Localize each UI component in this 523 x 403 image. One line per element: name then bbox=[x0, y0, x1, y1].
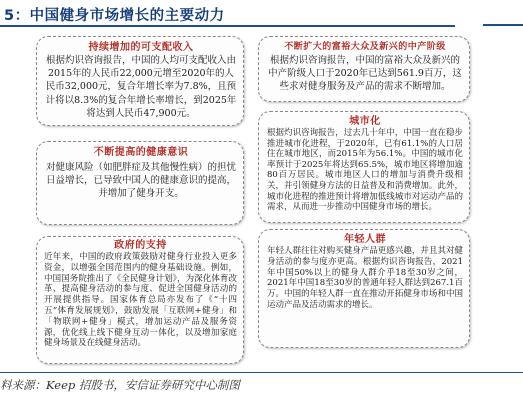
card-health-awareness bbox=[36, 141, 244, 225]
page-header bbox=[0, 0, 523, 30]
card-title: 政府的支持 bbox=[114, 240, 167, 251]
header-rule-right bbox=[483, 24, 523, 26]
card-body: 近年来，中国的政府政策鼓励对健身行业投入更多资金，以增强全国范围内的健身基础设施。例如，中国国务院推出了《全民健身计划》，为深化体育改革、提高健身活动的参与度、促进全国健身活动的开展提供指导。国家体育总局亦发布了《“十四五”体育发展规划》，鼓励发展「互联网+健身」和「物联网+健身」模式，增加运动产品及服务资源，优化线上线下健身互动一体化，以及增加家庭健身场景及在线健身活动。 bbox=[44, 252, 237, 349]
section-title: 5：中国健身市场增长的主要动力 bbox=[4, 8, 225, 24]
card-body: 根据灼识咨询报告，过去几十年中，中国一直在稳步推进城市化进程，于2020年，已有61.1%的人口居住在城市地区，而2015年为56.1%。中国的城市化率预计于2025年将达到65.5%，城市地区将增加逾80百万居民。城市地区人口的增加与消费升级相关，并引领健身方法的日益普及和消费增加。此外，城市化进程的推进预计将增加低线城市对运动产品的需求，从而进一步推动中国健身市场的增长。 bbox=[267, 128, 463, 213]
card-body: 根据灼识咨询报告，中国的富裕大众及新兴的中产阶级人口于2020年已达到561.9百万，这些求对健身服务及产品的需求不断增加。 bbox=[268, 55, 462, 93]
card-government-support bbox=[36, 236, 244, 364]
header-rule bbox=[0, 25, 455, 27]
card-urbanization bbox=[258, 111, 470, 223]
card-disposable-income bbox=[36, 36, 244, 126]
card-body: 年轻人群往往对购买健身产品更感兴趣，并且其对健身活动的参与度亦更高。根据灼识咨询报告，2021年中国50%以上的健身人群介乎18至30岁之间，2021年中国18至30岁的普通年轻人群达到267.1百万。中国的年轻人群一直在推动开拓健身市场和中国运动产品及活动需求的增长。 bbox=[267, 246, 463, 310]
card-title: 城市化 bbox=[349, 116, 381, 127]
card-title: 持续增加的可支配收入 bbox=[88, 42, 194, 53]
card-young-people bbox=[258, 229, 470, 348]
card-body: 根据灼识咨询报告，中国的人均可支配收入由2015年的人民币22,000元增至2020年的人民币32,000元，复合年增长率为7.8%，且预计将以8.3%的复合年增长率增长，到2025年将达到人民币47,900元。 bbox=[45, 55, 237, 119]
card-body: 对健康风险（如肥胖症及其他慢性病）的担忧日益增长，已导致中国人的健康意识的提高，并增加了健身开支。 bbox=[45, 162, 236, 200]
page-footer bbox=[0, 372, 523, 403]
card-title: 不断提高的健康意识 bbox=[93, 147, 189, 158]
source-note: 料来源：Keep 招股书，安信证券研究中心制图 bbox=[0, 378, 240, 392]
card-middle-class bbox=[258, 36, 470, 102]
card-title: 不断扩大的富裕大众及新兴的中产阶级 bbox=[284, 42, 446, 52]
card-title: 年轻人群 bbox=[344, 234, 386, 245]
